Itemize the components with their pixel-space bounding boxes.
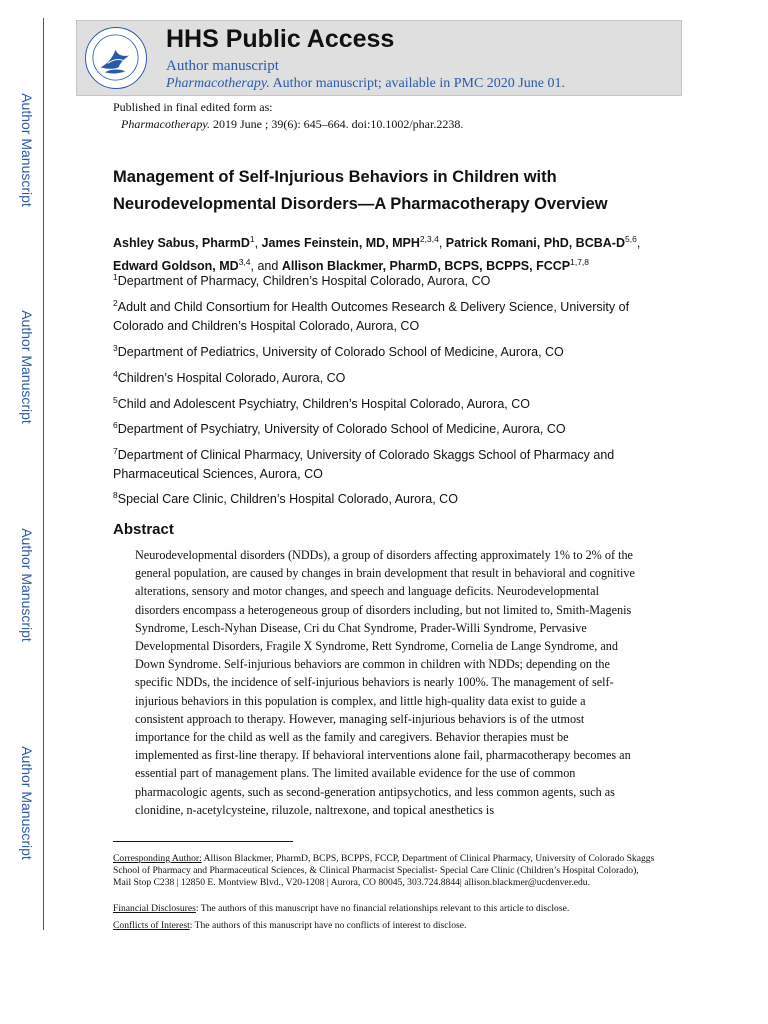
abstract-heading: Abstract [113,521,174,538]
side-label-2: Author Manuscript [19,310,35,424]
corresponding-author-text: Allison Blackmer, PharmD, BCPS, BCPPS, FCCP, Department of Clinical Pharmacy, University of Colorado Skaggs School of Pharmacy and Pharmaceutical Sciences, & Clinical Pharmacist Specialist- Special Care Clinic (Children’s Hospital Colorado), Mail Stop C238 | 12850 E. Montview Blvd., V20-1208 | Aurora, CO 80045, 303.724.8844| allison.blackmer@ucdenver.edu. [113,853,655,888]
author-list: Ashley Sabus, PharmD$^1$, James Feinstein, MD, MPH$^{2,3,4}$, Patrick Romani, PhD, BCBA-$D^{5,6}$, Edward Goldson, MD$^{3,4}$, and Allison Blackmer, PharmD, BCPS, BCPPS, FCCP$^{1,7,8}$ [113,234,641,274]
affiliation-item [113,442,673,484]
affiliation-item [113,339,673,362]
affiliation-item [113,268,673,291]
affiliation-text: Children’s Hospital Colorado, Aurora, CO [117,371,346,386]
conflicts-of-interest-label: Conflicts of Interest [113,920,190,931]
affiliation-text: Child and Adolescent Psychiatry, Children’s Hospital Colorado, Aurora, CO [117,397,530,412]
published-intro: Published in final edited form as: [113,100,273,114]
author-conjunction: and [257,259,279,274]
affiliation-number: 1 [113,272,118,282]
affiliation-number: 4 [113,369,118,379]
author-affiliation-ref: 5,6 [624,234,637,244]
affiliation-text: Department of Pediatrics, University of Colorado School of Medicine, Aurora, CO [117,345,564,360]
corresponding-author-note [113,853,658,889]
affiliation-number: 5 [113,395,118,405]
author-affiliation-ref: 1,7,8 [570,257,590,268]
author-name: Allison Blackmer, PharmD, BCPS, BCPPS, FCCP [281,259,571,274]
publication-citation [121,117,463,132]
affiliation-text: Adult and Child Consortium for Health Outcomes Research & Delivery Science, University of Colorado and Children’s Hospital Colorado, Aurora, CO [113,300,630,334]
header-availability [166,76,565,92]
affiliation-number: 6 [113,420,118,430]
affiliation-text: Special Care Clinic, Children’s Hospital Colorado, Aurora, CO [117,492,458,507]
hhs-eagle-seal-icon [85,27,147,89]
hhs-header-banner [76,20,682,96]
header-subtitle: Author manuscript [166,58,279,74]
corresponding-author-label: Corresponding Author: [113,853,202,864]
article-title: Management of Self-Injurious Behaviors in Children with Neurodevelopmental Disorders—A Pharmacotherapy Overview [113,168,608,213]
footnote-divider [113,841,293,842]
affiliation-item [113,391,673,414]
affiliation-text: Department of Clinical Pharmacy, University of Colorado Skaggs School of Pharmacy and Pharmaceutical Sciences, Aurora, CO [113,448,615,482]
header-title: HHS Public Access [166,25,395,53]
abstract-body: Neurodevelopmental disorders (NDDs), a group of disorders affecting approximately 1% to 2% of the general population, are caused by changes in brain development that result in behavioral and cognitive alterations, sensory and motor changes, and speech and language deficits. Neurodevelopmental disorders encompass a heterogeneous group of disorders including, but not limited to, Smith-Magenis Syndrome, Lesch-Nyhan Disease, Cri du Chat Syndrome, Prader-Willi Syndrome, Pervasive Developmental Disorders, Fragile X Syndrome, Rett Syndrome, Cornelia de Lange Syndrome, and Down Syndrome. Self-injurious behaviors are common in children with NDDs; depending on the specific NDDs, the incidence of self-injurious behaviors is nearly 100%. The management of self-injurious behaviors in this population is complex, and little high-quality data exist to guide a consistent approach to therapy. However, managing self-injurious behaviors is of the utmost importance for the child as well as the family and caregivers. Behavior therapies must be implemented as first-line therapy. If behavioral interventions alone fail, pharmacotherapy becomes an essential part of management plans. The limited available evidence for the use of common pharmacologic agents, such as second-generation antipsychotics, and less common agents, such as clonidine, n-acetylcysteine, riluzole, naltrexone, and topical anesthetics is [135,548,635,817]
conflicts-of-interest-text: : The authors of this manuscript have no conflicts of interest to disclose. [189,920,467,931]
affiliation-number: 2 [113,298,118,308]
side-label-4: Author Manuscript [19,746,35,860]
side-rule [43,18,44,930]
affiliation-item [113,294,673,336]
affiliation-item [113,365,673,388]
financial-disclosures-text: : The authors of this manuscript have no financial relationships relevant to this article to disclose. [195,903,570,914]
affiliation-number: 8 [113,490,118,500]
author-name: Edward Goldson, MD [113,259,239,274]
author-affiliation-ref: 2,3,4 [419,234,439,244]
affiliation-number: 7 [113,446,118,456]
financial-disclosures-note [113,903,658,915]
affiliation-item [113,486,673,509]
side-label-3: Author Manuscript [19,528,35,642]
citation-details: 2019 June ; 39(6): 645–664. doi:10.1002/phar.2238. [213,117,464,131]
conflicts-of-interest-note [113,920,658,932]
author-name: Ashley Sabus, PharmD [113,236,250,251]
header-availability-text: Author manuscript; available in PMC 2020 June 01. [272,76,565,91]
affiliation-text: Department of Psychiatry, University of Colorado School of Medicine, Aurora, CO [117,422,566,437]
author-affiliation-ref: 1 [249,234,255,244]
affiliation-text: Department of Pharmacy, Children’s Hospital Colorado, Aurora, CO [117,274,491,289]
author-name: Patrick Romani, PhD, BCBA-D [445,236,625,251]
affiliation-number: 3 [113,343,118,353]
financial-disclosures-label: Financial Disclosures [113,903,196,914]
author-name: James Feinstein, MD, MPH [261,236,420,251]
header-journal-name: Pharmacotherapy. [166,76,270,91]
side-label-1: Author Manuscript [19,93,35,207]
affiliation-item [113,416,673,439]
citation-journal: Pharmacotherapy. [121,117,210,131]
author-affiliation-ref: 3,4 [238,257,251,268]
